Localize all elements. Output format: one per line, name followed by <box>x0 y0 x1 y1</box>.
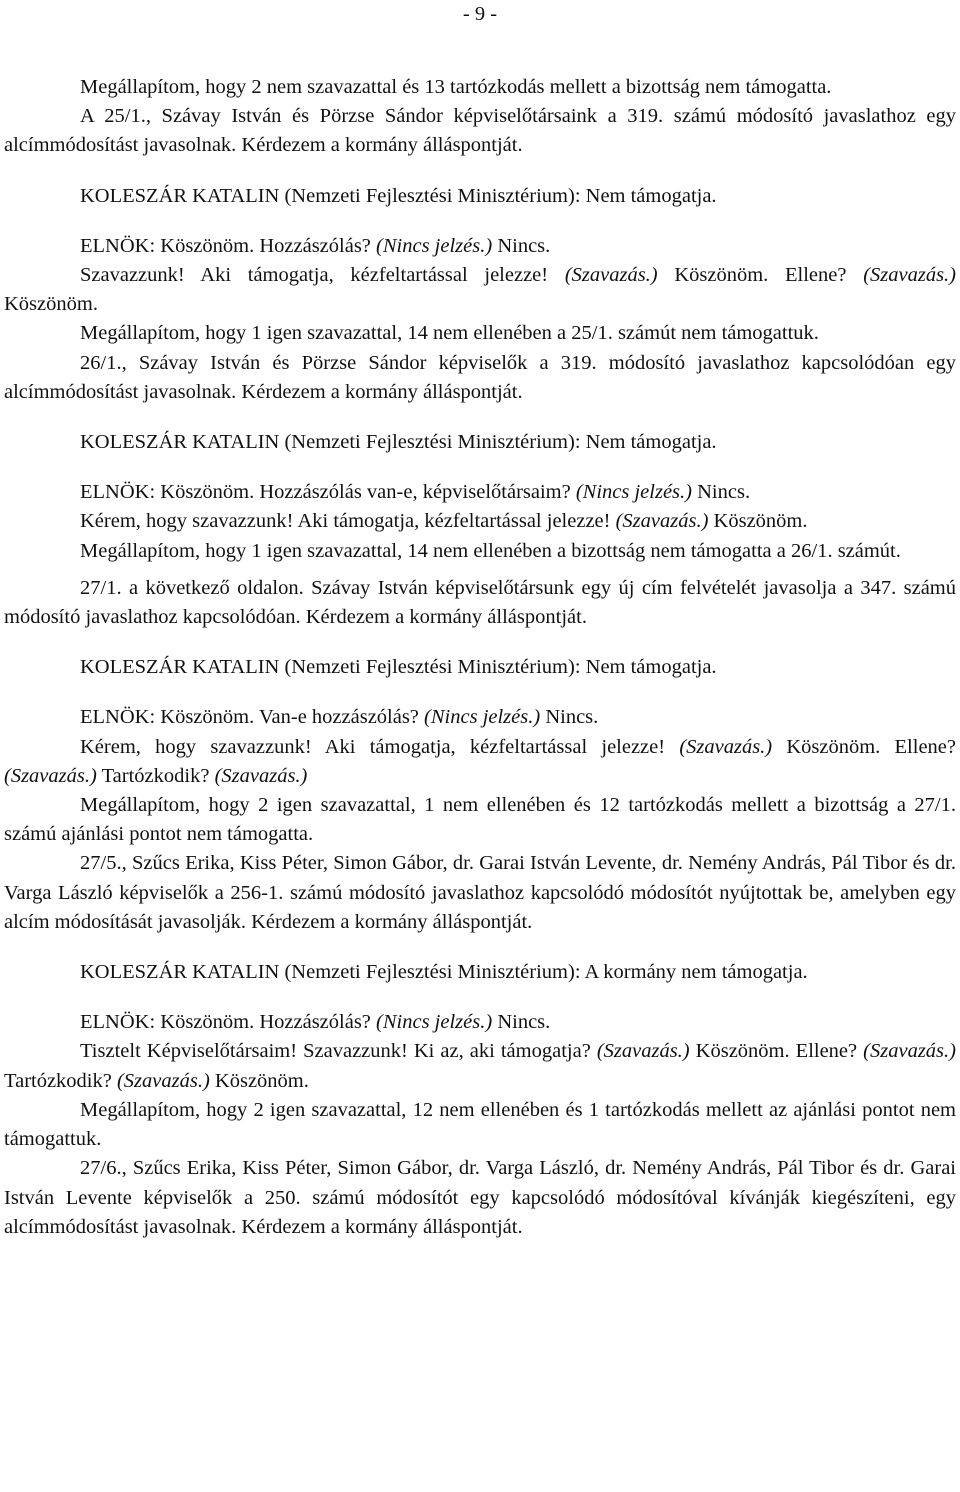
text-run: 26/1., Szávay István és Pörzse Sándor képviselők a 319. módosító javaslathoz kapcsolódóan egy alcímmódosítást javasolnak. Kérdezem a kormány álláspontját. <box>4 351 956 403</box>
paragraph <box>4 1008 956 1037</box>
text-run: Megállapítom, hogy 2 igen szavazattal, 1 nem ellenében és 12 tartózkodás mellett a bizottság a 27/1. számú ajánlási pontot nem támogatta. <box>4 794 956 846</box>
text-run: Megállapítom, hogy 2 igen szavazattal, 12 nem ellenében és 1 tartózkodás mellett az ajánlási pontot nem támogattuk. <box>4 1098 956 1151</box>
stage-direction: (Nincs jelzés.) <box>376 1011 493 1034</box>
paragraph <box>4 703 956 732</box>
paragraph <box>4 102 956 160</box>
paragraph <box>4 537 956 566</box>
text-run: Nincs. <box>540 706 599 729</box>
paragraph <box>4 733 956 791</box>
paragraph <box>4 507 956 536</box>
paragraph <box>4 232 956 261</box>
text-run: ELNÖK: Köszönöm. Hozzászólás? <box>80 234 377 257</box>
stage-direction: (Szavazás.) <box>564 264 658 287</box>
text-run: A 25/1., Szávay István és Pörzse Sándor képviselőtársaink a 319. számú módosító javaslathoz egy alcímmódosítást javasolnak. Kérdezem a kormány álláspontját. <box>4 105 956 157</box>
text-run: 27/1. a következő oldalon. Szávay István képviselőtársunk egy új cím felvételét javasolja a 347. számú módosító javaslathoz kapcsolódóan. Kérdezem a kormány álláspontját. <box>4 576 956 629</box>
stage-direction: (Szavazás.) <box>679 735 773 758</box>
document-body <box>4 73 956 1242</box>
stage-direction: (Nincs jelzés.) <box>575 481 692 504</box>
text-run: KOLESZÁR KATALIN (Nemzeti Fejlesztési Minisztérium): Nem támogatja. <box>80 656 717 679</box>
stage-direction: (Szavazás.) <box>615 510 709 533</box>
text-run: Kérem, hogy szavazzunk! Aki támogatja, kézfeltartással jelezze! <box>80 735 680 758</box>
text-run: KOLESZÁR KATALIN (Nemzeti Fejlesztési Minisztérium): Nem támogatja. <box>80 431 717 454</box>
text-run: Szavazzunk! Aki támogatja, kézfeltartással jelezze! <box>80 264 565 287</box>
paragraph <box>4 73 956 102</box>
text-run: ELNÖK: Köszönöm. Van-e hozzászólás? <box>80 706 425 729</box>
text-run: ELNÖK: Köszönöm. Hozzászólás van-e, képviselőtársaim? <box>80 481 576 504</box>
text-run: Köszönöm. <box>708 510 808 533</box>
text-run: Megállapítom, hogy 1 igen szavazattal, 14 nem ellenében a bizottság nem támogatta a 26/1. számút. <box>80 539 901 562</box>
page-number: - 9 - <box>462 3 498 25</box>
text-run: Megállapítom, hogy 2 nem szavazattal és 13 tartózkodás mellett a bizottság nem támogatta. <box>80 76 832 98</box>
text-run: Köszönöm. Ellene? <box>689 1040 864 1063</box>
stage-direction: (Nincs jelzés.) <box>424 706 541 729</box>
paragraph <box>4 1037 956 1095</box>
stage-direction: (Szavazás.) <box>116 1069 210 1092</box>
text-run: Köszönöm. <box>4 293 98 316</box>
paragraph <box>4 182 956 211</box>
stage-direction: (Nincs jelzés.) <box>376 234 493 257</box>
text-run: ELNÖK: Köszönöm. Hozzászólás? <box>80 1011 377 1034</box>
paragraph <box>4 349 956 407</box>
paragraph <box>4 1096 956 1154</box>
text-run: 27/5., Szűcs Erika, Kiss Péter, Simon Gábor, dr. Garai István Levente, dr. Nemény András, Pál Tibor és dr. Varga László képviselők a 256-1. számú módosító javaslathoz kapcsolódó módosítót nyújtottak be, amelyben egy alcím módosítását javasolják. Kérdezem a kormány álláspontját. <box>4 852 956 933</box>
text-run: Nincs. <box>492 1011 551 1034</box>
paragraph <box>4 574 956 632</box>
paragraph <box>4 428 956 457</box>
text-run: Kérem, hogy szavazzunk! Aki támogatja, kézfeltartással jelezze! <box>80 510 616 533</box>
paragraph <box>4 319 956 348</box>
stage-direction: (Szavazás.) <box>214 764 308 787</box>
stage-direction: (Szavazás.) <box>863 1040 956 1063</box>
text-run: Köszönöm. Ellene? <box>657 264 864 287</box>
text-run: Megállapítom, hogy 1 igen szavazattal, 14 nem ellenében a 25/1. számút nem támogattuk. <box>80 322 819 345</box>
paragraph <box>4 478 956 507</box>
paragraph <box>4 849 956 937</box>
text-run: Tisztelt Képviselőtársaim! Szavazzunk! Ki az, aki támogatja? <box>80 1040 597 1063</box>
stage-direction: (Szavazás.) <box>863 264 956 287</box>
text-run: Nincs. <box>492 234 551 257</box>
text-run: Tartózkodik? <box>4 1069 117 1092</box>
paragraph <box>4 1154 956 1242</box>
text-run: Tartózkodik? <box>96 764 215 787</box>
paragraph <box>4 653 956 682</box>
text-run: 27/6., Szűcs Erika, Kiss Péter, Simon Gábor, dr. Varga László, dr. Nemény András, Pál Tibor és dr. Garai István Levente képviselők a 250. számú módosítót egy kapcsolódó módosítóval kívánják kiegészíteni, egy alcímmódosítást javasolnak. Kérdezem a kormány álláspontját. <box>4 1157 956 1238</box>
stage-direction: (Szavazás.) <box>596 1040 690 1063</box>
stage-direction: (Szavazás.) <box>4 764 97 787</box>
text-run: KOLESZÁR KATALIN (Nemzeti Fejlesztési Minisztérium): A kormány nem támogatja. <box>80 961 808 984</box>
text-run: Köszönöm. <box>209 1069 309 1092</box>
paragraph <box>4 958 956 987</box>
text-run: Köszönöm. Ellene? <box>772 735 956 758</box>
text-run: KOLESZÁR KATALIN (Nemzeti Fejlesztési Minisztérium): Nem támogatja. <box>80 184 717 207</box>
paragraph <box>4 261 956 319</box>
text-run: Nincs. <box>692 481 751 504</box>
paragraph <box>4 791 956 849</box>
